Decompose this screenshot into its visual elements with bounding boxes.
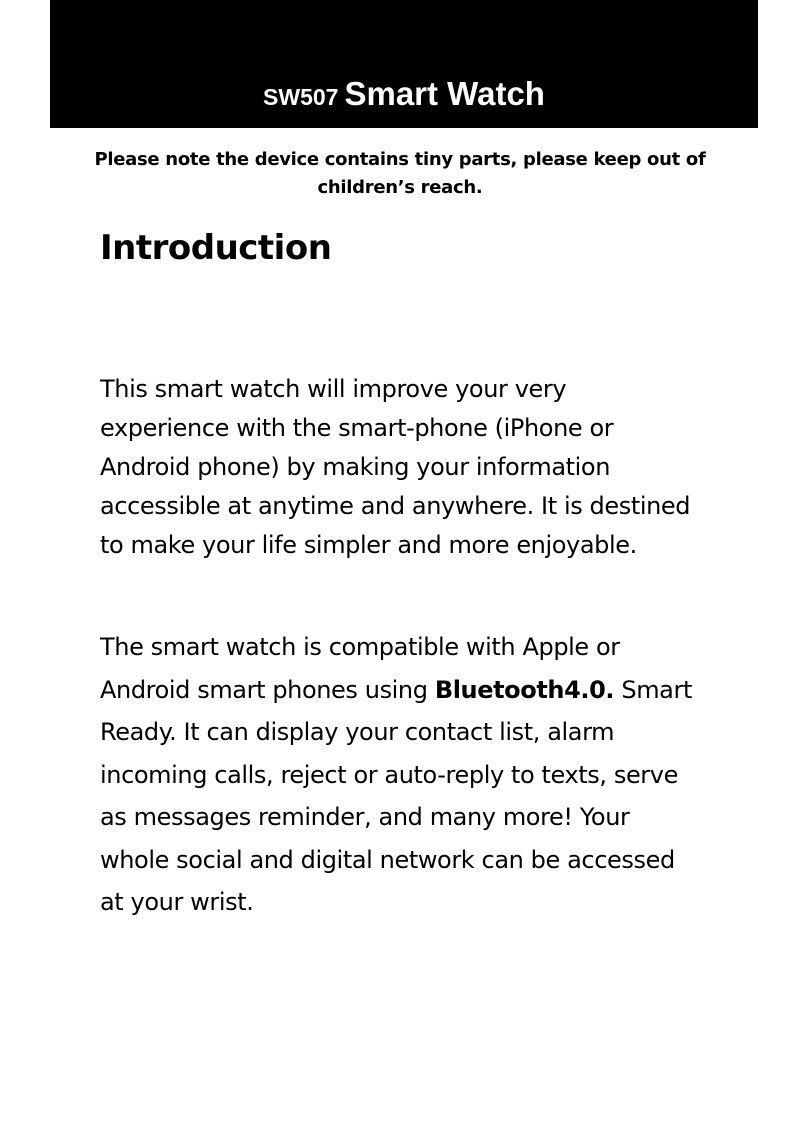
paragraph-2-lead: The smart watch is compatible with Apple or Android smart phones using: [100, 633, 620, 704]
header-bar: [50, 0, 758, 128]
paragraph-2-rest: Smart Ready. It can display your contact list, alarm incoming calls, reject or auto-reply to texts, serve as messages reminder, and many more! Your whole social and digital network can be accessed at your wrist.: [100, 675, 692, 916]
bluetooth-version: Bluetooth4.0.: [434, 675, 615, 704]
product-name: Smart Watch: [344, 75, 545, 112]
intro-paragraph-2: [100, 626, 700, 924]
document-title: [263, 77, 545, 110]
model-number: SW507: [263, 84, 339, 110]
section-heading: Introduction: [100, 228, 332, 268]
intro-paragraph-1: This smart watch will improve your very experience with the smart-phone (iPhone or Android phone) by making your information accessible at anytime and anywhere. It is destined to make your life simpler and more enjoyable.: [100, 375, 691, 559]
safety-warning: Please note the device contains tiny parts, please keep out of children’s reach.: [94, 149, 706, 198]
